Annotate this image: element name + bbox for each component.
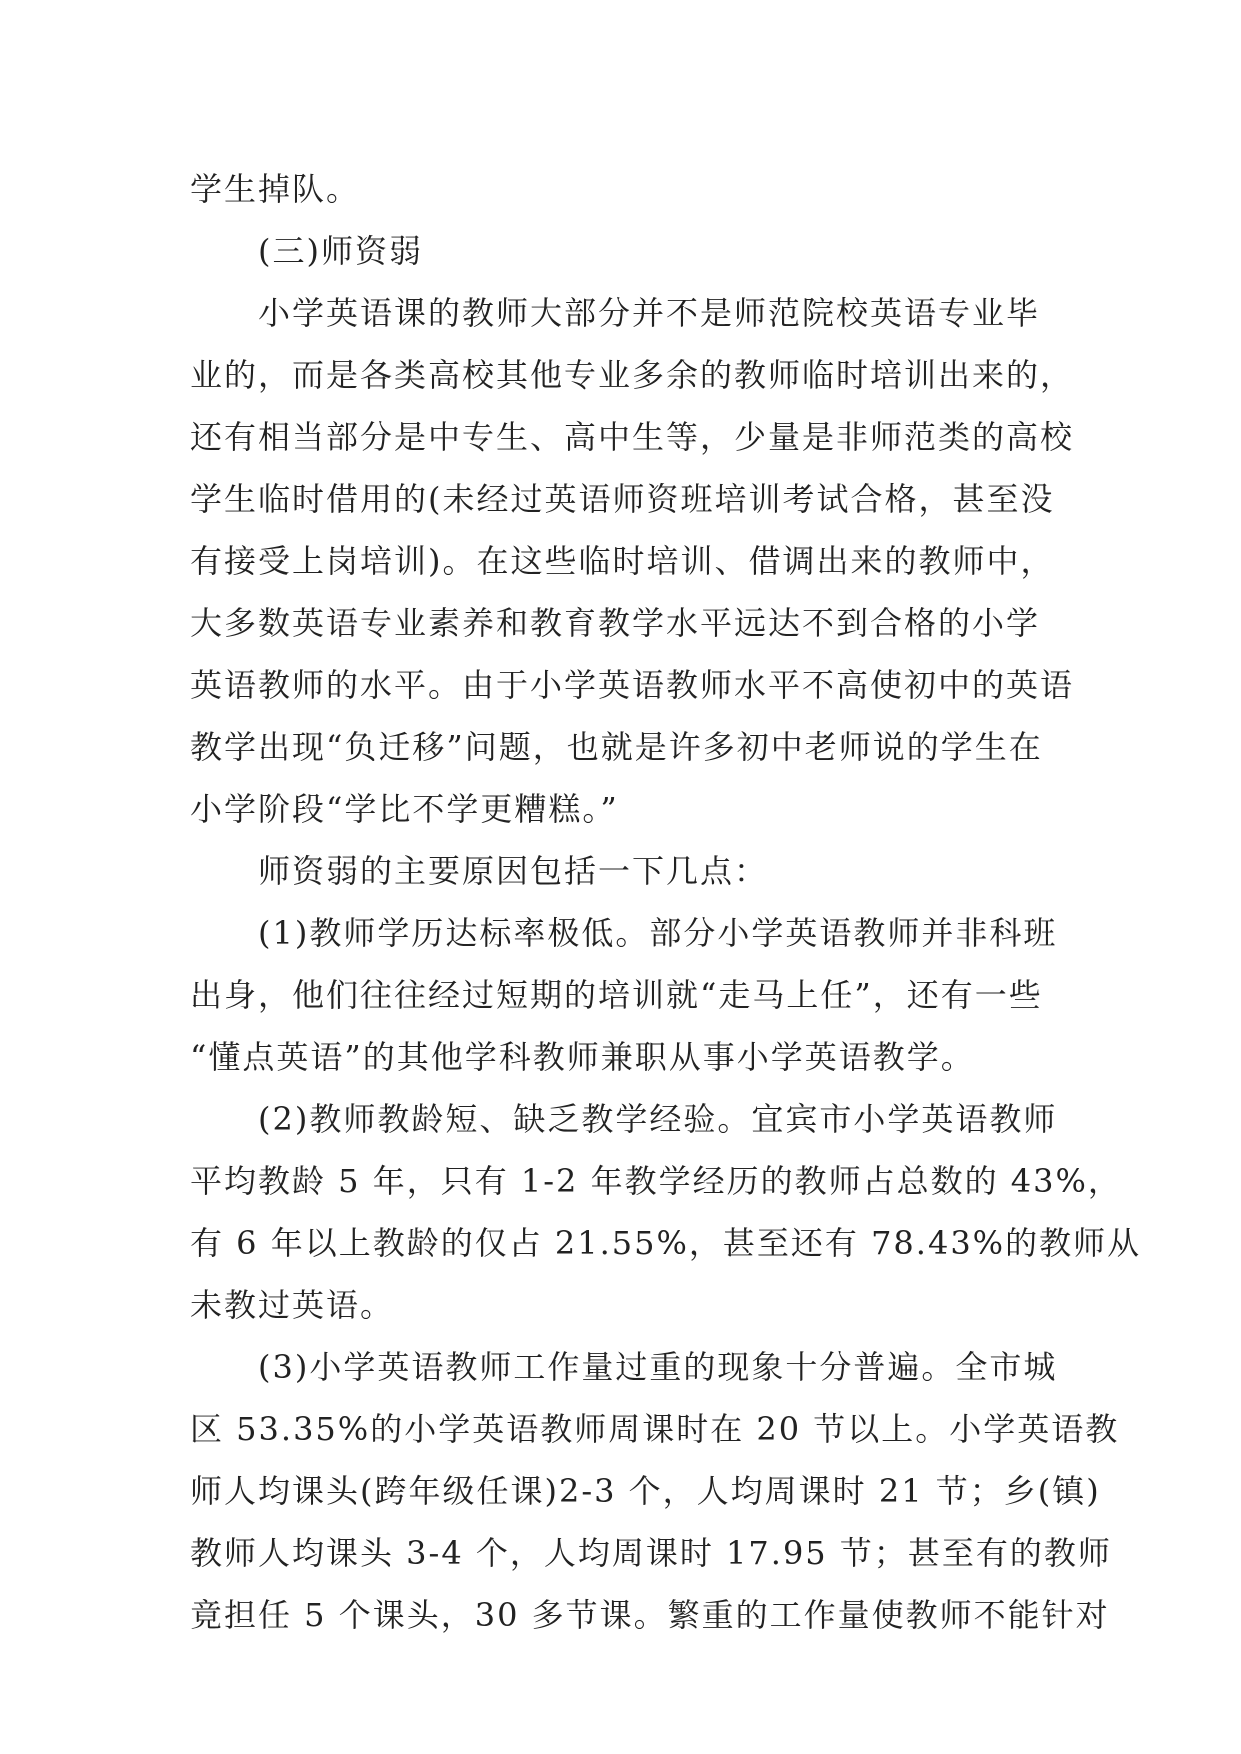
- list-item-start-line: (1)教师学历达标率极低。部分小学英语教师并非科班: [258, 914, 1058, 952]
- text-line: 区 53.35%的小学英语教师周课时在 20 节以上。小学英语教: [190, 1410, 1120, 1448]
- list-item-start-line: (3)小学英语教师工作量过重的现象十分普遍。全市城: [258, 1348, 1058, 1386]
- text-line: 出身，他们往往经过短期的培训就“走马上任”，还有一些: [190, 976, 1043, 1014]
- text-line: 学生临时借用的(未经过英语师资班培训考试合格，甚至没: [190, 480, 1055, 518]
- text-line: “懂点英语”的其他学科教师兼职从事小学英语教学。: [190, 1038, 975, 1076]
- text-line: 平均教龄 5 年，只有 1-2 年教学经历的教师占总数的 43%，: [190, 1162, 1122, 1200]
- text-line: 学生掉队。: [190, 170, 361, 208]
- paragraph-start-line: 师资弱的主要原因包括一下几点：: [258, 852, 769, 890]
- text-line: 英语教师的水平。由于小学英语教师水平不高使初中的英语: [190, 666, 1075, 704]
- text-line: 大多数英语专业素养和教育教学水平远达不到合格的小学: [190, 604, 1041, 642]
- text-line: 教师人均课头 3-4 个，人均周课时 17.95 节；甚至有的教师: [190, 1534, 1112, 1572]
- text-line: 业的，而是各类高校其他专业多余的教师临时培训出来的，: [190, 356, 1075, 394]
- text-line: 还有相当部分是中专生、高中生等，少量是非师范类的高校: [190, 418, 1075, 456]
- text-line: 竟担任 5 个课头，30 多节课。繁重的工作量使教师不能针对: [190, 1596, 1110, 1634]
- text-line: 有 6 年以上教龄的仅占 21.55%，甚至还有 78.43%的教师从: [190, 1224, 1142, 1262]
- list-item-start-line: (2)教师教龄短、缺乏教学经验。宜宾市小学英语教师: [258, 1100, 1058, 1138]
- paragraph-start-line: 小学英语课的教师大部分并不是师范院校英语专业毕: [258, 294, 1041, 332]
- text-line: 有接受上岗培训)。在这些临时培训、借调出来的教师中，: [190, 542, 1055, 580]
- section-heading: (三)师资弱: [258, 232, 423, 270]
- body-text: [190, 158, 1142, 1646]
- text-line: 小学阶段“学比不学更糟糕。”: [190, 790, 619, 828]
- text-line: 师人均课头(跨年级任课)2-3 个，人均周课时 21 节；乡(镇): [190, 1472, 1101, 1510]
- text-line: 教学出现“负迁移”问题，也就是许多初中老师说的学生在: [190, 728, 1043, 766]
- text-line: 未教过英语。: [190, 1286, 395, 1324]
